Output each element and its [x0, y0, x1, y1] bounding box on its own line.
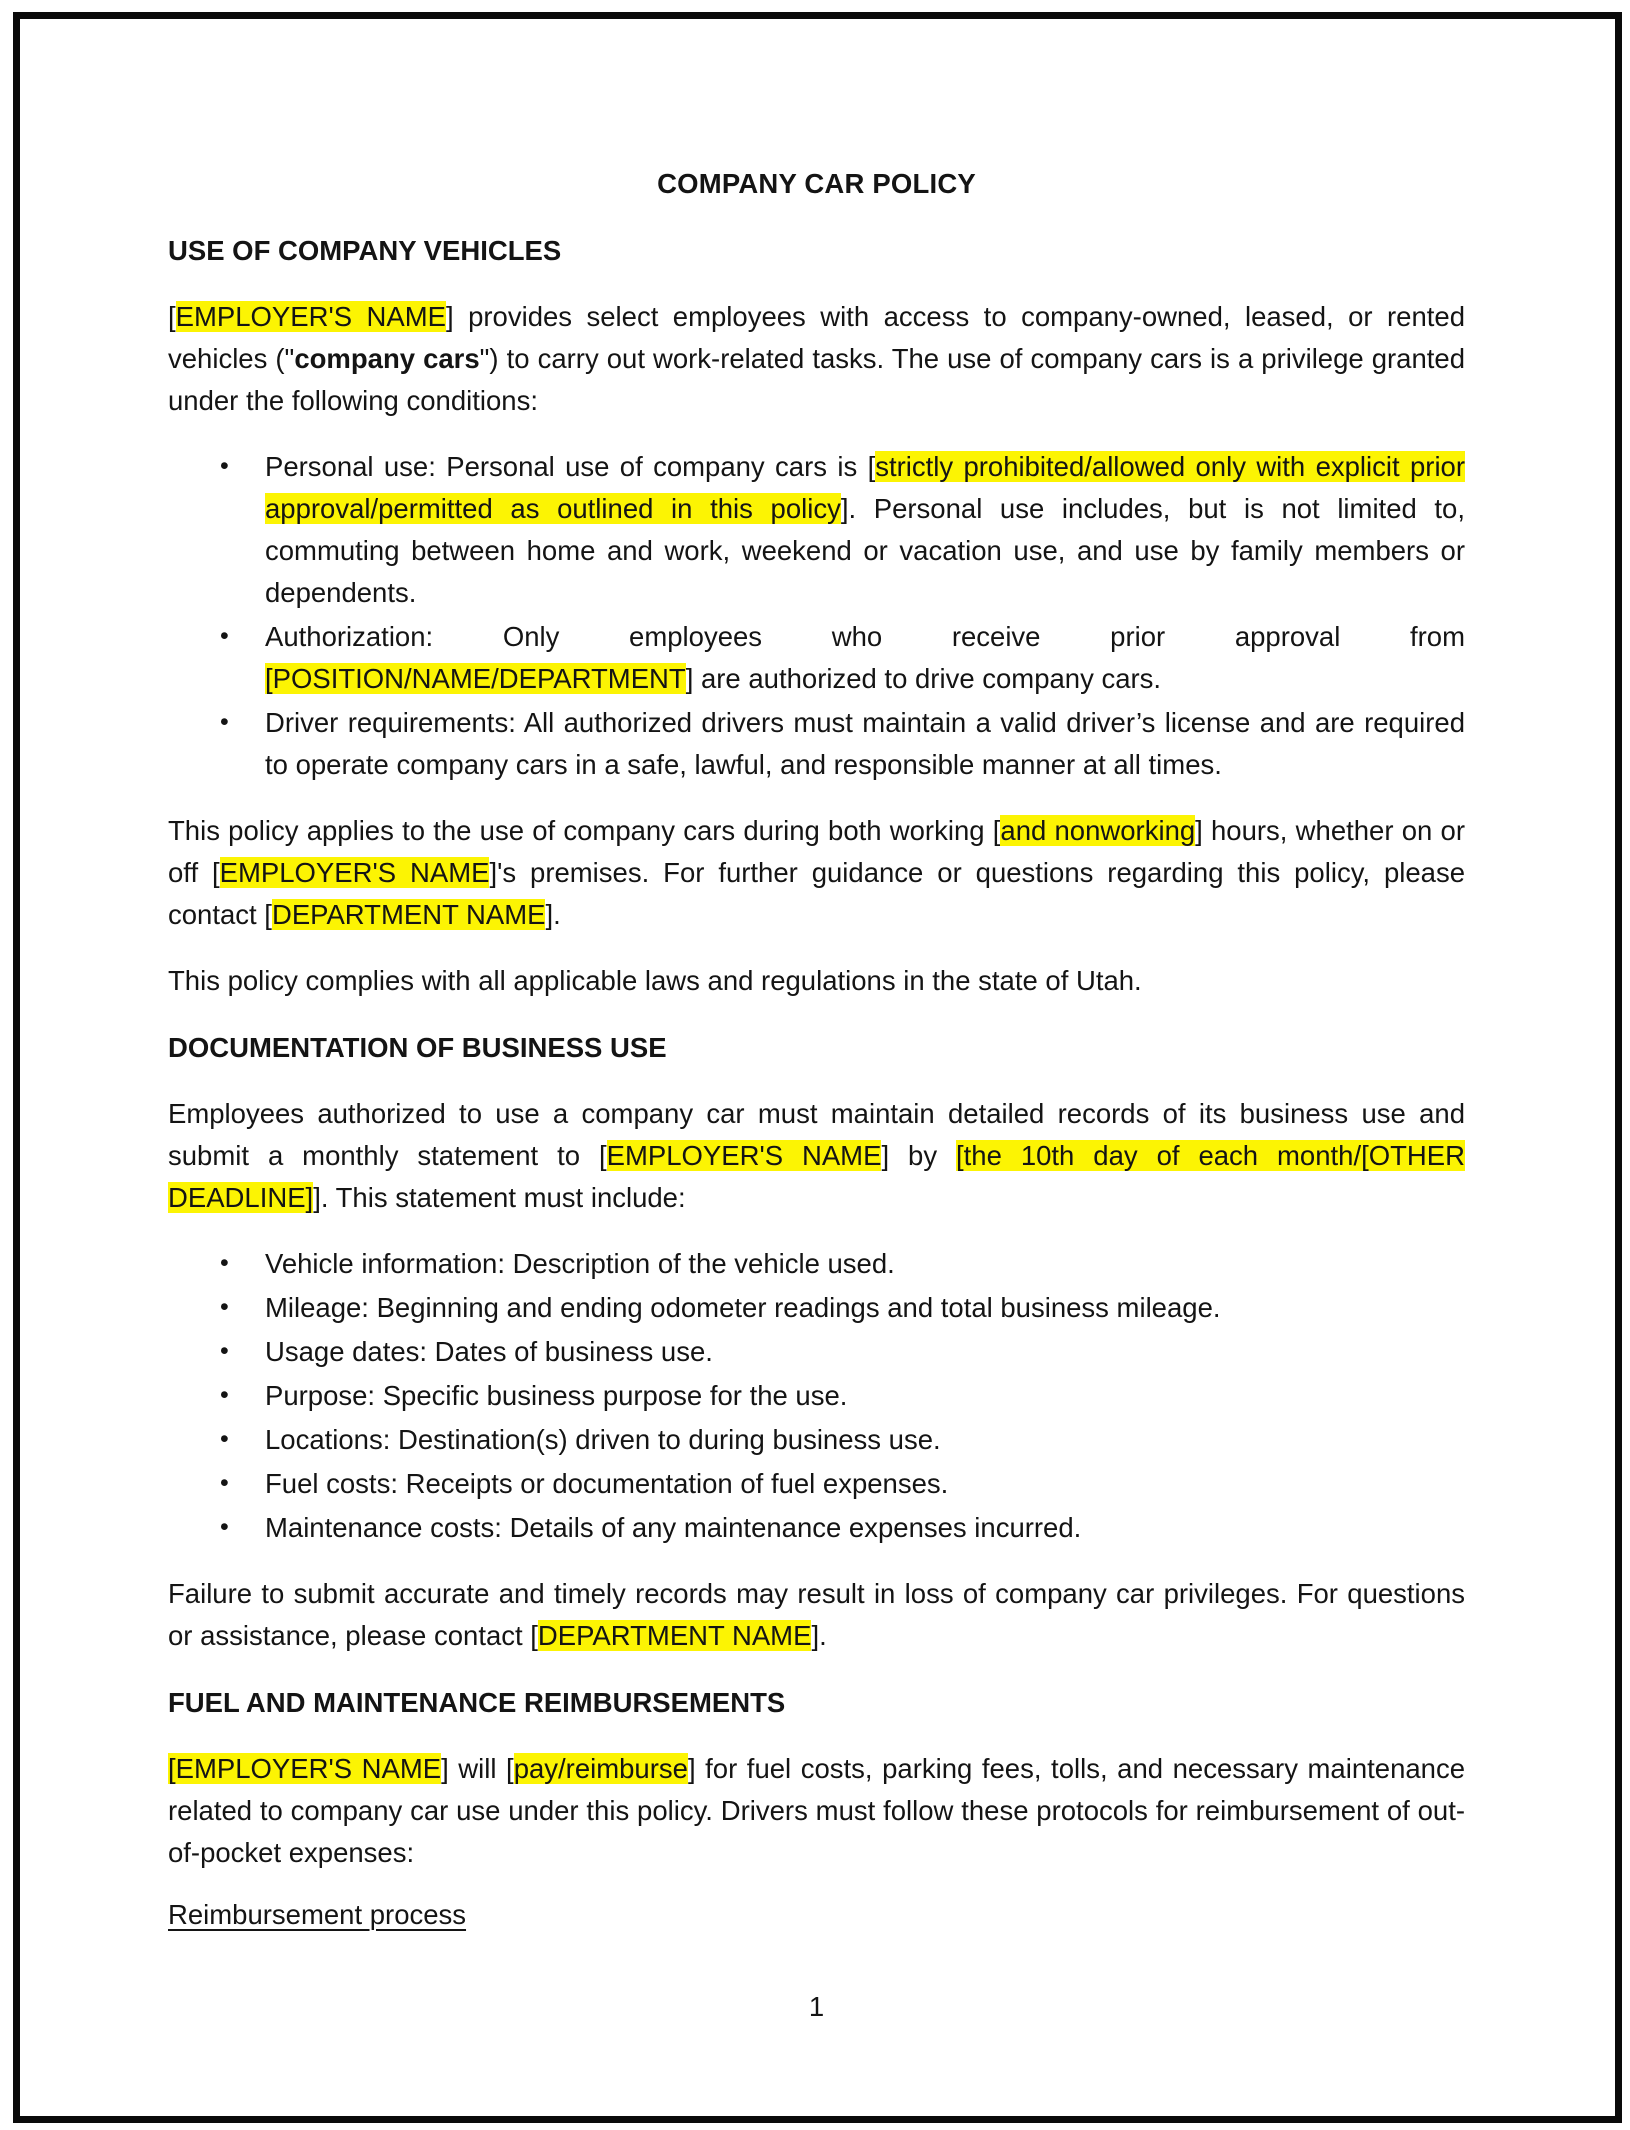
- highlighted-text: [POSITION/NAME/DEPARTMENT: [265, 663, 686, 694]
- bullet-list: [168, 1243, 1465, 1549]
- highlighted-text: EMPLOYER'S NAME: [219, 857, 490, 888]
- section-heading: [168, 1682, 1465, 1724]
- sub-heading-underlined: [168, 1894, 1465, 1936]
- page-content: [168, 0, 1465, 1936]
- bullet-marker-icon: •: [220, 708, 229, 736]
- bullet-item: [168, 1331, 1465, 1373]
- bullet-text: [265, 1468, 948, 1499]
- text-run: ] provides select employees with access to company-owned, leased, or rented vehicles (": [168, 301, 1466, 374]
- text-run: ] will [: [441, 1753, 514, 1784]
- document-title: COMPANY CAR POLICY: [657, 168, 976, 199]
- bullet-marker-icon: •: [220, 1337, 229, 1365]
- text-run: Mileage: Beginning and ending odometer readings and total business mileage.: [265, 1292, 1221, 1323]
- paragraph: [168, 1093, 1465, 1219]
- paragraph: [168, 296, 1465, 422]
- highlighted-text: pay/reimburse: [513, 1753, 688, 1784]
- bullet-text: [265, 1248, 895, 1279]
- bullet-marker-icon: •: [220, 1513, 229, 1541]
- bullet-marker-icon: •: [220, 1249, 229, 1277]
- section-heading: [168, 1027, 1465, 1069]
- text-run: ]. This statement must include:: [313, 1182, 686, 1213]
- highlighted-text: EMPLOYER'S NAME: [606, 1140, 882, 1171]
- text-run: Fuel costs: Receipts or documentation of fuel expenses.: [265, 1468, 949, 1499]
- highlighted-text: and nonworking: [1000, 815, 1196, 846]
- paragraph: [168, 810, 1465, 936]
- bullet-text: [265, 1336, 713, 1367]
- text-run: company cars: [294, 343, 480, 374]
- text-run: Authorization: Only employees who receive prior approval from: [265, 621, 1465, 652]
- bullet-item: [168, 1507, 1465, 1549]
- text-run: ] are authorized to drive company cars.: [685, 663, 1162, 694]
- highlighted-text: [the 10th day of each month/[OTHER DEADLINE]: [168, 1140, 1465, 1213]
- text-run: ] for fuel costs, parking fees, tolls, and necessary maintenance related to company car use under this policy. Drivers must follow these protocols for reimbursement of out-of-pocket expenses:: [168, 1753, 1465, 1868]
- text-run: Employees authorized to use a company car must maintain detailed records of its business use and submit a monthly statement to [: [168, 1098, 1465, 1171]
- bullet-marker-icon: •: [220, 622, 229, 650]
- bullet-item: [168, 702, 1465, 786]
- text-run: This policy complies with all applicable laws and regulations in the state of Utah.: [168, 965, 1142, 996]
- bullet-marker-icon: •: [220, 1469, 229, 1497]
- text-run: ] by: [881, 1140, 957, 1171]
- section-heading: [168, 230, 1465, 272]
- bullet-text: [265, 707, 1465, 780]
- text-run: Reimbursement process: [168, 1899, 467, 1930]
- highlighted-text: DEPARTMENT NAME: [271, 899, 546, 930]
- bullet-text: [265, 1380, 847, 1411]
- text-run: Vehicle information: Description of the vehicle used.: [265, 1248, 895, 1279]
- text-run: ].: [545, 899, 561, 930]
- bullet-item: [168, 1375, 1465, 1417]
- paragraph: [168, 1748, 1465, 1874]
- text-run: ]'s premises. For further guidance or questions regarding this policy, please contact [: [168, 857, 1466, 930]
- text-run: [: [168, 301, 176, 332]
- bullet-text: [265, 1292, 1221, 1323]
- bullet-item: [168, 446, 1465, 614]
- bullet-text: [265, 621, 1465, 694]
- highlighted-text: EMPLOYER'S NAME: [175, 301, 446, 332]
- bullet-marker-icon: •: [220, 1425, 229, 1453]
- text-run: USE OF COMPANY VEHICLES: [168, 235, 562, 266]
- text-run: ]. Personal use includes, but is not limited to, commuting between home and work, weekend or vacation use, and use by family members or dependents.: [265, 493, 1465, 608]
- text-run: Usage dates: Dates of business use.: [265, 1336, 713, 1367]
- highlighted-text: DEPARTMENT NAME: [537, 1620, 812, 1651]
- page-number: 1: [808, 1991, 825, 2022]
- text-run: FUEL AND MAINTENANCE REIMBURSEMENTS: [168, 1687, 786, 1718]
- bullet-item: [168, 616, 1465, 700]
- text-run: Maintenance costs: Details of any maintenance expenses incurred.: [265, 1512, 1082, 1543]
- text-run: ") to carry out work-related tasks. The use of company cars is a privilege granted under the following conditions:: [168, 343, 1465, 416]
- bullet-marker-icon: •: [220, 452, 229, 480]
- bullet-marker-icon: •: [220, 1381, 229, 1409]
- text-run: Purpose: Specific business purpose for the use.: [265, 1380, 848, 1411]
- text-run: Driver requirements: All authorized drivers must maintain a valid driver’s license and are required to operate company cars in a safe, lawful, and responsible manner at all times.: [265, 707, 1465, 780]
- text-run: DOCUMENTATION OF BUSINESS USE: [168, 1032, 667, 1063]
- bullet-item: [168, 1463, 1465, 1505]
- bullet-list: [168, 446, 1465, 786]
- bullet-text: [265, 1424, 941, 1455]
- paragraph: [168, 960, 1465, 1002]
- text-run: ] hours, whether on or off [: [168, 815, 1465, 888]
- document-blocks: [168, 230, 1465, 1936]
- bullet-item: [168, 1243, 1465, 1285]
- bullet-text: [265, 1512, 1081, 1543]
- bullet-item: [168, 1287, 1465, 1329]
- bullet-item: [168, 1419, 1465, 1461]
- text-run: Failure to submit accurate and timely records may result in loss of company car privileges. For questions or assistance, please contact [: [168, 1578, 1465, 1651]
- paragraph: [168, 1573, 1465, 1657]
- bullet-text: [265, 451, 1465, 608]
- highlighted-text: [EMPLOYER'S NAME: [168, 1753, 442, 1784]
- text-run: This policy applies to the use of company cars during both working [: [168, 815, 1001, 846]
- bullet-marker-icon: •: [220, 1293, 229, 1321]
- text-run: Locations: Destination(s) driven to during business use.: [265, 1424, 941, 1455]
- highlighted-text: strictly prohibited/allowed only with explicit prior approval/permitted as outlined in this policy: [265, 451, 1466, 524]
- text-run: ].: [811, 1620, 827, 1651]
- text-run: Personal use: Personal use of company cars is [: [265, 451, 876, 482]
